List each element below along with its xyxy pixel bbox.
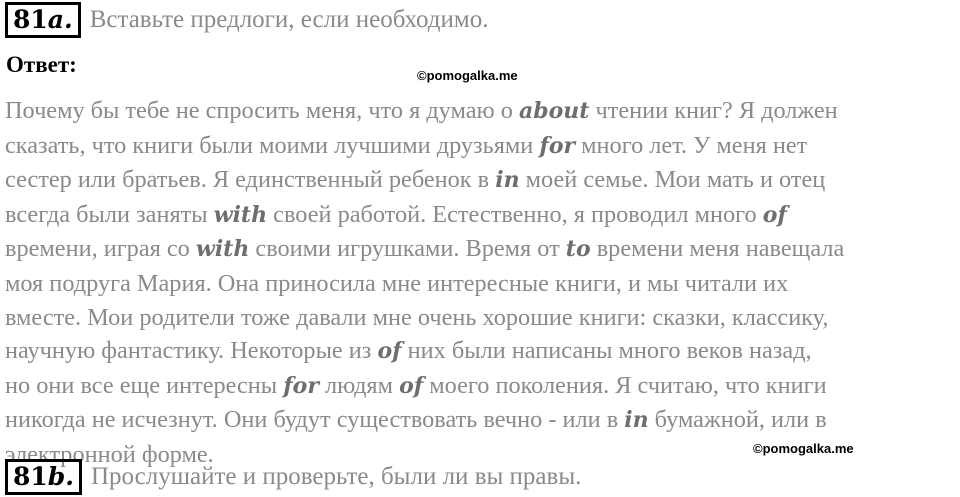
task-81a <box>5 2 488 38</box>
answer-text-segment: вместе. Мои родители тоже давали мне очень хорошие книги: сказки, классику, <box>5 303 829 331</box>
task-number-box <box>5 2 81 38</box>
answer-line <box>5 232 955 267</box>
inserted-preposition: with <box>195 236 250 263</box>
answer-text-segment: моя подруга Мария. Она приносила мне интересные книги, и мы читали их <box>5 269 789 297</box>
answer-text-segment: людям <box>318 371 400 399</box>
watermark: ©pomogalka.me <box>417 68 518 83</box>
answer-text-segment: но они все еще интересны <box>5 371 284 399</box>
answer-text-segment: времени меня навещала <box>590 235 845 263</box>
answer-line <box>5 198 955 233</box>
answer-text-segment: научную фантастику. Некоторые из <box>5 337 378 365</box>
answer-line <box>5 369 955 404</box>
inserted-preposition: to <box>565 236 591 263</box>
inserted-preposition: of <box>399 372 424 399</box>
answer-text-segment: них были написаны много веков назад, <box>401 337 812 365</box>
answer-text-segment: своей работой. Естественно, я проводил много <box>267 200 763 228</box>
answer-line <box>5 334 955 369</box>
answer-text-segment: чтении книг? Я должен <box>589 97 838 124</box>
task-number-box <box>5 459 82 495</box>
inserted-preposition: for <box>283 372 319 399</box>
answer-text-segment: своими игрушками. Время от <box>249 235 566 263</box>
answer-text-segment: электронной форме. <box>5 440 214 468</box>
answer-line <box>5 301 955 335</box>
task-letter: a. <box>47 5 73 34</box>
task-81b <box>5 459 581 495</box>
answer-text-segment: сказать, что книги были моими лучшими друзьями <box>5 131 540 159</box>
inserted-preposition: of <box>377 338 402 365</box>
answer-text-segment: времени, играя со <box>5 235 196 263</box>
task-number: 81 <box>13 462 48 491</box>
inserted-preposition: about <box>518 98 590 124</box>
answer-text-segment: много лет. У меня нет <box>575 131 808 159</box>
answer-text-segment: никогда не исчезнут. Они будут существовать вечно - или в <box>5 406 625 434</box>
answer-text-segment: бумажной, или в <box>648 406 827 434</box>
inserted-preposition: of <box>762 201 787 228</box>
task-letter: b. <box>47 462 74 491</box>
answer-text-segment: всегда были заняты <box>5 200 214 228</box>
answer-line <box>5 163 955 198</box>
answer-text <box>5 94 955 472</box>
answer-label: Ответ: <box>6 52 77 77</box>
answer-text-segment: моей семье. Мои мать и отец <box>519 166 826 194</box>
answer-text-segment: Почему бы тебе не спросить меня, что я думаю о <box>5 97 519 124</box>
inserted-preposition: in <box>495 167 520 194</box>
task-number: 81 <box>13 5 48 34</box>
answer-text-segment: моего поколения. Я считаю, что книги <box>423 371 827 399</box>
answer-line <box>5 403 955 438</box>
inserted-preposition: with <box>213 201 268 228</box>
task-instruction: Прослушайте и проверьте, были ли вы правы. <box>90 463 582 490</box>
answer-line <box>5 267 955 301</box>
task-instruction: Вставьте предлоги, если необходимо. <box>89 6 489 33</box>
answer-line <box>5 129 955 164</box>
inserted-preposition: in <box>624 407 649 434</box>
watermark: ©pomogalka.me <box>753 441 854 456</box>
inserted-preposition: for <box>539 132 576 159</box>
answer-line <box>5 94 955 129</box>
answer-text-segment: сестер или братьев. Я единственный ребенок в <box>5 166 496 194</box>
